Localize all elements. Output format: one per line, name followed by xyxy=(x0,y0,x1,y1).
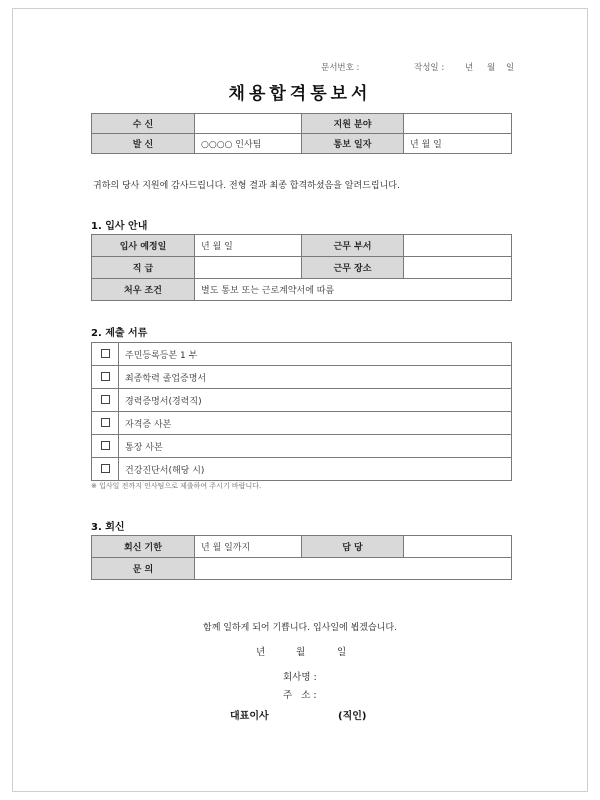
manager-label: 담 당 xyxy=(302,536,404,558)
checkbox-icon[interactable] xyxy=(101,418,110,427)
ceo-label: 대표이사 xyxy=(230,711,269,722)
dept-field[interactable] xyxy=(404,235,512,257)
terms-label: 처우 조건 xyxy=(92,279,195,301)
document-item: 자격증 사본 xyxy=(119,412,512,435)
checkbox-icon[interactable] xyxy=(101,464,110,473)
checkbox-icon[interactable] xyxy=(101,441,110,450)
document-item: 주민등록등본 1 부 xyxy=(119,343,512,366)
rank-field[interactable] xyxy=(195,257,302,279)
recipient-field[interactable] xyxy=(195,114,302,134)
document-checkbox-cell xyxy=(92,458,119,481)
intro-text: 귀하의 당사 지원에 감사드립니다. 전형 결과 최종 합격하셨음을 알려드립니다. xyxy=(93,181,400,191)
document-checkbox-cell xyxy=(92,366,119,389)
sender-field[interactable]: ○○○○ 인사팀 xyxy=(195,134,302,154)
deadline-field[interactable]: 년 월 일까지 xyxy=(195,536,302,558)
checkbox-icon[interactable] xyxy=(101,395,110,404)
location-field[interactable] xyxy=(404,257,512,279)
dept-label: 근무 부서 xyxy=(302,235,404,257)
checkbox-icon[interactable] xyxy=(101,349,110,358)
recipient-label: 수 신 xyxy=(92,114,195,134)
checkbox-icon[interactable] xyxy=(101,372,110,381)
closing-day: 일 xyxy=(337,647,347,658)
document-checkbox-cell xyxy=(92,412,119,435)
company-name-label: 회사명 : xyxy=(283,672,317,683)
seal-label: (직인) xyxy=(338,711,367,722)
inquiry-field[interactable] xyxy=(195,558,512,580)
reply-table xyxy=(91,535,512,580)
document-item: 경력증명서(경력직) xyxy=(119,389,512,412)
document-item: 건강진단서(해당 시) xyxy=(119,458,512,481)
written-month: 월 xyxy=(487,63,496,73)
location-label: 근무 장소 xyxy=(302,257,404,279)
deadline-label: 회신 기한 xyxy=(92,536,195,558)
section1-title: 1. 입사 안내 xyxy=(91,221,148,232)
header-table xyxy=(91,113,512,154)
address-label: 주 소 : xyxy=(283,690,317,701)
written-day: 일 xyxy=(506,63,515,73)
submission-note: ※ 입사일 전까지 인사팀으로 제출하여 주시기 바랍니다. xyxy=(91,482,262,490)
section2-title: 2. 제출 서류 xyxy=(91,328,148,339)
sender-label: 발 신 xyxy=(92,134,195,154)
closing-message: 함께 일하게 되어 기쁩니다. 입사일에 뵙겠습니다. xyxy=(203,623,397,633)
notice-date-field[interactable]: 년 월 일 xyxy=(404,134,512,154)
terms-field[interactable]: 별도 통보 또는 근로계약서에 따름 xyxy=(195,279,512,301)
join-date-field[interactable]: 년 월 일 xyxy=(195,235,302,257)
document-checkbox-cell xyxy=(92,435,119,458)
written-year: 년 xyxy=(465,63,474,73)
manager-field[interactable] xyxy=(404,536,512,558)
doc-number-label: 문서번호 : xyxy=(321,63,360,73)
document-checkbox-cell xyxy=(92,389,119,412)
written-date-label: 작성일 : xyxy=(414,63,445,73)
rank-label: 직 급 xyxy=(92,257,195,279)
join-info-table xyxy=(91,234,512,301)
document-title: 채용합격통보서 xyxy=(228,84,372,104)
document-item: 최종학력 졸업증명서 xyxy=(119,366,512,389)
field-field[interactable] xyxy=(404,114,512,134)
section3-title: 3. 회신 xyxy=(91,522,125,533)
closing-month: 월 xyxy=(296,647,306,658)
field-label: 지원 분야 xyxy=(302,114,404,134)
documents-table xyxy=(91,342,512,481)
document-item: 통장 사본 xyxy=(119,435,512,458)
closing-year: 년 xyxy=(256,647,266,658)
join-date-label: 입사 예정일 xyxy=(92,235,195,257)
inquiry-label: 문 의 xyxy=(92,558,195,580)
notice-date-label: 통보 일자 xyxy=(302,134,404,154)
document-checkbox-cell xyxy=(92,343,119,366)
